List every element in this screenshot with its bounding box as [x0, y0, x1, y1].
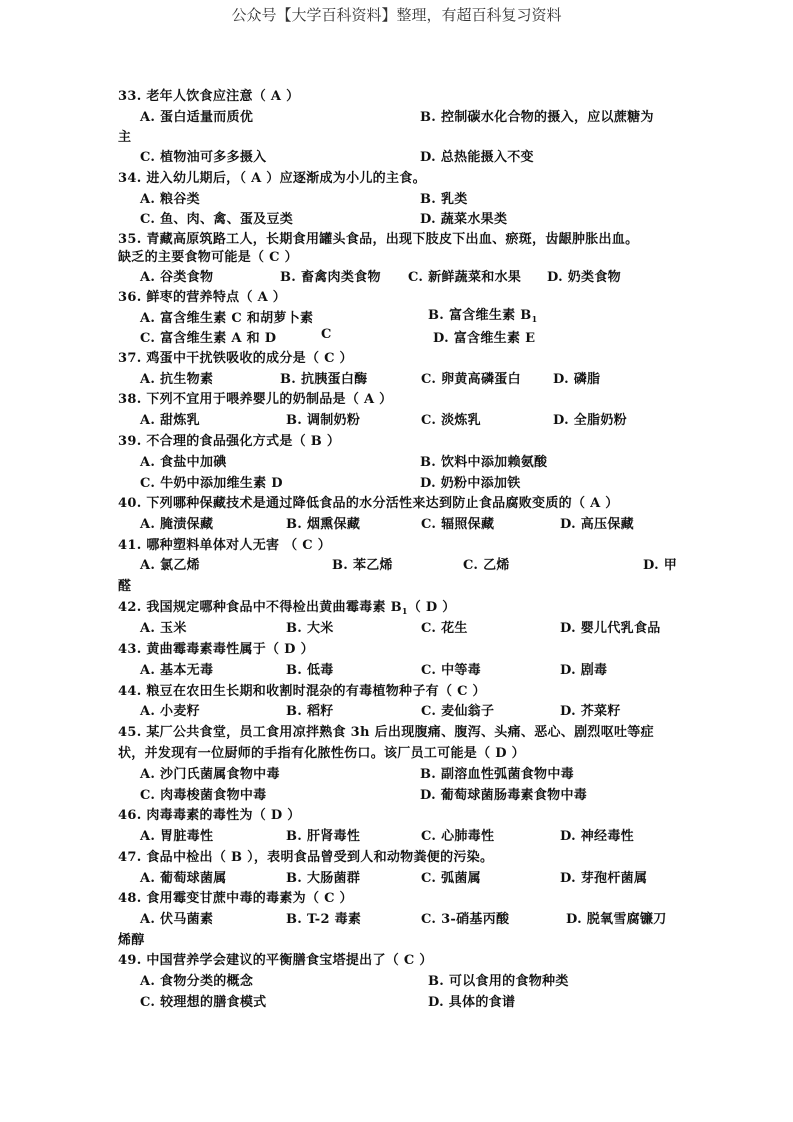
option-c: C. 新鲜蔬菜和水果 [408, 270, 522, 285]
question-stem: 41. 哪种塑料单体对人无害 （ C ） [118, 538, 332, 553]
option-c: C. 淡炼乳 [421, 413, 481, 428]
option-b: B. 苯乙烯 [332, 558, 393, 573]
option-b: B. 稻籽 [286, 704, 334, 719]
question-stem: 42. 我国规定哪种食品中不得检出黄曲霉毒素 $B_1$（ D ） [118, 600, 456, 616]
option-d: D. 总热能摄入不变 [420, 150, 534, 165]
option-d: D. 芽孢杆菌属 [560, 871, 648, 886]
option-a: A. 粮谷类 [140, 192, 200, 207]
option-c: C. 肉毒梭菌食物中毒 [140, 788, 267, 803]
option-d: D. 甲 [643, 558, 678, 573]
option-a: A. 甜炼乳 [140, 413, 200, 428]
option-d: D. 芥菜籽 [560, 704, 621, 719]
option-a: A. 富含维生素 C 和胡萝卜素 [140, 311, 314, 326]
option-c: C. 弧菌属 [421, 871, 481, 886]
question-stem: 47. 食品中检出（ B ），表明食品曾受到人和动物粪便的污染。 [118, 850, 494, 865]
question-stem: 45. 某厂公共食堂，员工食用凉拌熟食 3h 后出现腹痛、腹泻、头痛、恶心、剧烈呕吐等症 [118, 725, 654, 740]
option-b: B. 抗胰蛋白酶 [280, 372, 368, 387]
option-b: B. 低毒 [286, 663, 334, 678]
option-b: B. 大肠菌群 [286, 871, 361, 886]
option-b: B. 烟熏保藏 [286, 517, 361, 532]
option-a: A. 葡萄球菌属 [140, 871, 227, 886]
option-b: B. 乳类 [420, 192, 468, 207]
option-c: C. 辐照保藏 [421, 517, 495, 532]
option-c: C. 花生 [421, 621, 468, 636]
option-c: C. 牛奶中添加维生素 D [140, 476, 283, 491]
answer-mark: C [321, 327, 332, 342]
option-c: C. 心肺毒性 [421, 829, 495, 844]
question-stem: 44. 粮豆在农田生长期和收割时混杂的有毒植物种子有（ C ） [118, 684, 486, 699]
option-b: B. 调制奶粉 [286, 413, 361, 428]
option-c: C. 3-硝基丙酸 [421, 912, 510, 927]
option-b: B. 肝肾毒性 [286, 829, 361, 844]
option-b: B. 饮料中添加赖氨酸 [420, 455, 548, 470]
option-b: B. 大米 [286, 621, 334, 636]
option-c: C. 较理想的膳食模式 [140, 995, 267, 1010]
option-a: A. 氯乙烯 [140, 558, 200, 573]
option-d: D. 奶类食物 [547, 270, 621, 285]
option-c: C. 富含维生素 A 和 D [140, 331, 277, 346]
question-stem-continued: 状，并发现有一位厨师的手指有化脓性伤口。该厂员工可能是（ D ） [118, 746, 525, 761]
question-stem: 34. 进入幼儿期后，（ A ）应逐渐成为小儿的主食。 [118, 171, 426, 186]
option-a: A. 谷类食物 [140, 270, 214, 285]
option-a: A. 抗生物素 [140, 372, 214, 387]
option-b: B. 可以食用的食物种类 [428, 974, 569, 989]
question-stem: 35. 青藏高原筑路工人，长期食用罐头食品，出现下肢皮下出血、瘀斑，齿龈肿胀出血。 [118, 232, 639, 247]
option-c: C. 植物油可多多摄入 [140, 150, 267, 165]
option-c: C. 中等毒 [421, 663, 481, 678]
option-a: A. 食盐中加碘 [140, 455, 227, 470]
option-d: D. 富含维生素 E [433, 331, 536, 346]
option-a: A. 食物分类的概念 [140, 974, 254, 989]
option-b: B. 副溶血性弧菌食物中毒 [420, 767, 574, 782]
question-stem: 48. 食用霉变甘蔗中毒的毒素为（ C ） [118, 891, 353, 906]
option-d: D. 具体的食谱 [428, 995, 516, 1010]
option-a: A. 基本无毒 [140, 663, 214, 678]
question-stem: 38. 下列不宜用于喂养婴儿的奶制品是（ A ） [118, 392, 393, 407]
question-stem: 49. 中国营养学会建议的平衡膳食宝塔提出了（ C ） [118, 953, 433, 968]
option-b: B. 畜禽肉类食物 [280, 270, 381, 285]
option-d: D. 剧毒 [560, 663, 608, 678]
page-header: 公众号【大学百科资料】整理，有超百科复习资料 [231, 6, 562, 24]
option-d: D. 全脂奶粉 [553, 413, 627, 428]
option-d: D. 蔬菜水果类 [420, 212, 508, 227]
option-a: A. 沙门氏菌属食物中毒 [140, 767, 280, 782]
option-a: A. 胃脏毒性 [140, 829, 214, 844]
option-b: B. 控制碳水化合物的摄入，应以蔗糖为 [420, 110, 654, 125]
option-d: D. 婴儿代乳食品 [560, 621, 661, 636]
option-c: C. 麦仙翁子 [421, 704, 495, 719]
option-d: D. 神经毒性 [560, 829, 634, 844]
option-d-continued: 醛 [118, 579, 132, 594]
option-b: B. T-2 毒素 [286, 912, 362, 927]
option-a: A. 小麦籽 [140, 704, 200, 719]
option-d: D. 磷脂 [553, 372, 601, 387]
option-c: C. 乙烯 [463, 558, 510, 573]
question-stem: 33. 老年人饮食应注意（ A ） [118, 89, 300, 104]
option-b-continued: 主 [118, 130, 132, 145]
option-d-continued: 烯醇 [118, 933, 145, 948]
question-stem: 36. 鲜枣的营养特点（ A ） [118, 290, 287, 305]
option-a: A. 蛋白适量而质优 [140, 110, 254, 125]
question-stem-continued: 缺乏的主要食物可能是（ C ） [118, 250, 298, 265]
option-d: D. 脱氧雪腐镰刀 [566, 912, 667, 927]
option-a: A. 腌渍保藏 [140, 517, 214, 532]
question-stem: 46. 肉毒毒素的毒性为（ D ） [118, 808, 301, 823]
option-a: A. 玉米 [140, 621, 187, 636]
option-b: B. 富含维生素 $B_1$ [428, 308, 538, 324]
option-d: D. 高压保藏 [560, 517, 634, 532]
option-d: D. 奶粉中添加铁 [420, 476, 521, 491]
question-stem: 43. 黄曲霉毒素毒性属于（ D ） [118, 642, 314, 657]
option-d: D. 葡萄球菌肠毒素食物中毒 [420, 788, 588, 803]
option-c: C. 卵黄高磷蛋白 [421, 372, 521, 387]
option-a: A. 伏马菌素 [140, 912, 214, 927]
question-stem: 37. 鸡蛋中干扰铁吸收的成分是（ C ） [118, 351, 353, 366]
question-stem: 40. 下列哪种保藏技术是通过降低食品的水分活性来达到防止食品腐败变质的（ A ） [118, 496, 619, 511]
option-c: C. 鱼、肉、禽、蛋及豆类 [140, 212, 294, 227]
question-stem: 39. 不合理的食品强化方式是（ B ） [118, 434, 341, 449]
